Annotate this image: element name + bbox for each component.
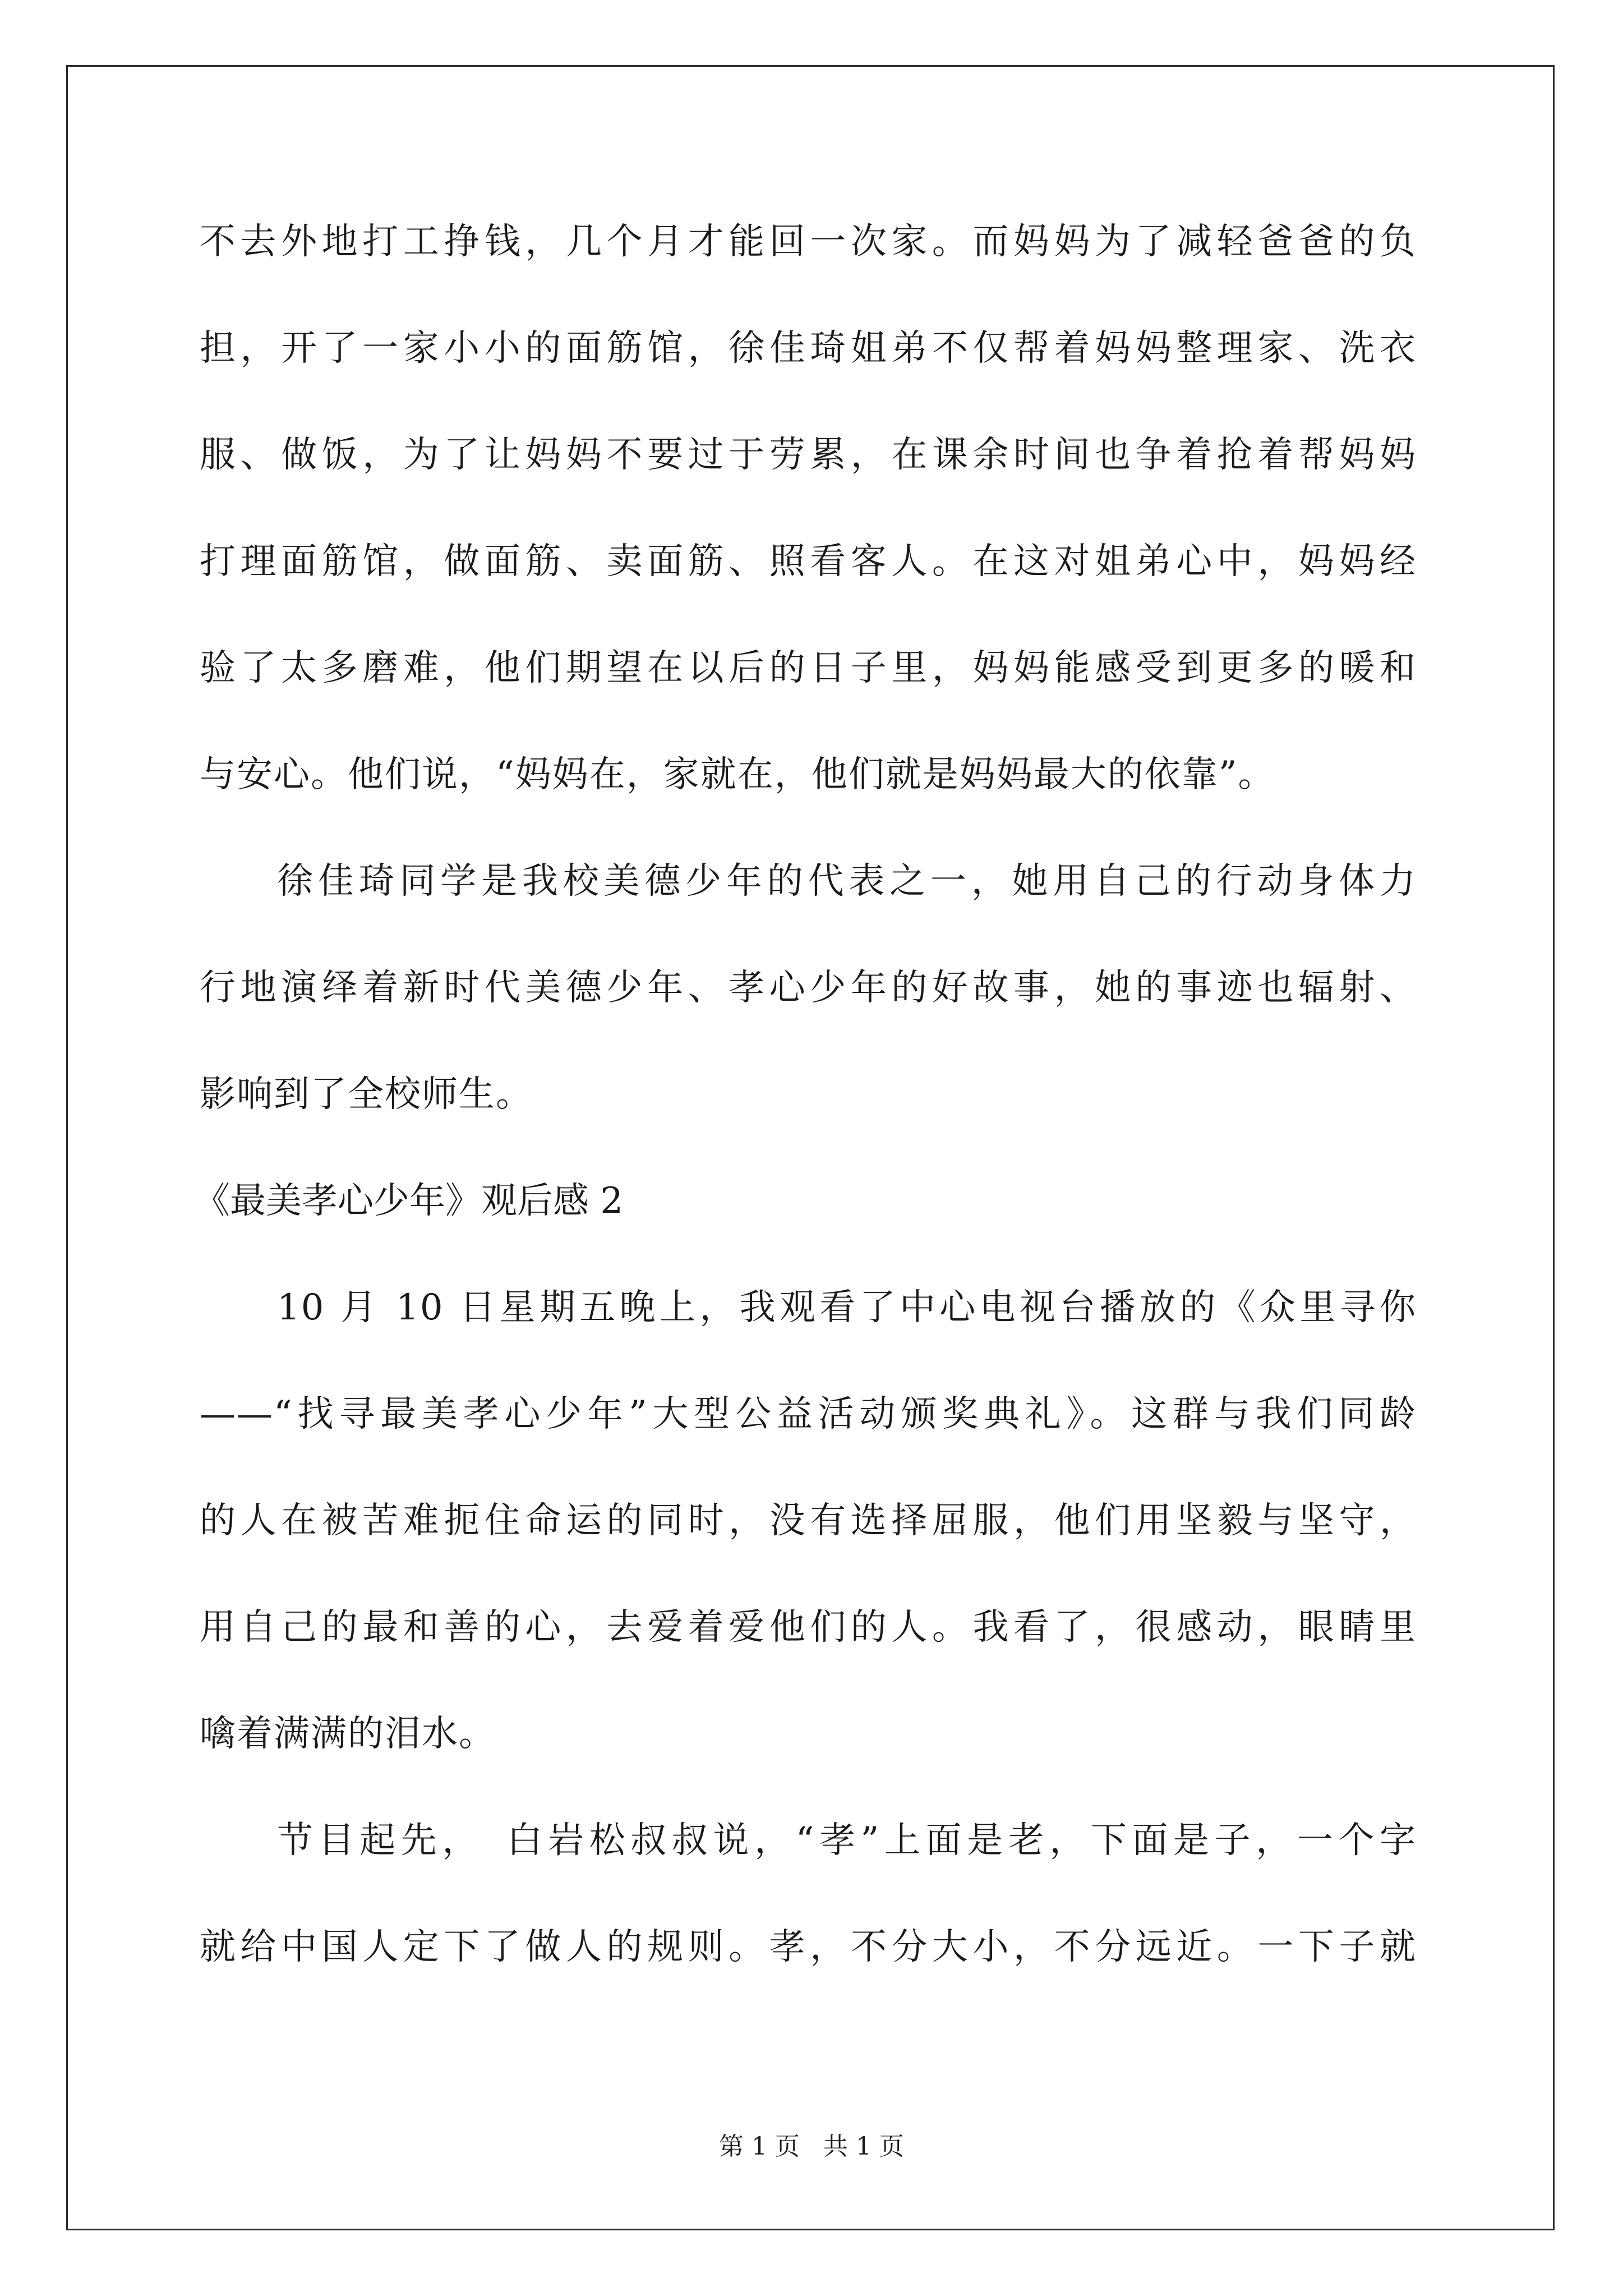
paragraph-line: 服、做饭，为了让妈妈不要过于劳累，在课余时间也争着抢着帮妈妈 (200, 434, 1417, 476)
paragraph-line: 噙着满满的泪水。 (200, 1713, 496, 1755)
paragraph-line: 影响到了全校师生。 (200, 1074, 533, 1115)
paragraph-line: 就给中国人定下了做人的规则。孝，不分大小，不分远近。一下子就 (200, 1926, 1417, 1968)
paragraph-line: 不去外地打工挣钱，几个月才能回一次家。而妈妈为了减轻爸爸的负 (200, 221, 1417, 263)
paragraph-line: 验了太多磨难，他们期望在以后的日子里，妈妈能感受到更多的暖和 (200, 647, 1417, 689)
paragraph-line: 用自己的最和善的心，去爱着爱他们的人。我看了，很感动，眼睛里 (200, 1607, 1417, 1648)
page-total: 共 1 页 (823, 2132, 904, 2161)
paragraph-line: 徐佳琦同学是我校美德少年的代表之一，她用自己的行动身体力 (277, 861, 1417, 902)
paragraph-line: 的人在被苦难扼住命运的同时，没有选择屈服，他们用坚毅与坚守， (200, 1500, 1417, 1542)
paragraph-line: 行地演绎着新时代美德少年、孝心少年的好故事，她的事迹也辐射、 (200, 967, 1417, 1009)
paragraph-line: 打理面筋馆，做面筋、卖面筋、照看客人。在这对姐弟心中，妈妈经 (200, 541, 1417, 582)
page-number: 第 1 页 (719, 2132, 800, 2161)
paragraph-line: 与安心。他们说，“妈妈在，家就在，他们就是妈妈最大的依靠”。 (200, 754, 1275, 795)
document-body (194, 188, 1417, 2000)
paragraph-line: 10 月 10 日星期五晚上，我观看了中心电视台播放的《众里寻你 (277, 1287, 1417, 1328)
section-heading: 《最美孝心少年》观后感 2 (194, 1180, 624, 1222)
page-footer (0, 2126, 1623, 2162)
paragraph-line: ——“找寻最美孝心少年”大型公益活动颁奖典礼》。这群与我们同龄 (200, 1393, 1417, 1435)
paragraph-line: 担，开了一家小小的面筋馆，徐佳琦姐弟不仅帮着妈妈整理家、洗衣 (200, 328, 1417, 369)
paragraph-line: 节目起先， 白岩松叔叔说，“孝”上面是老，下面是子，一个字 (277, 1820, 1417, 1861)
